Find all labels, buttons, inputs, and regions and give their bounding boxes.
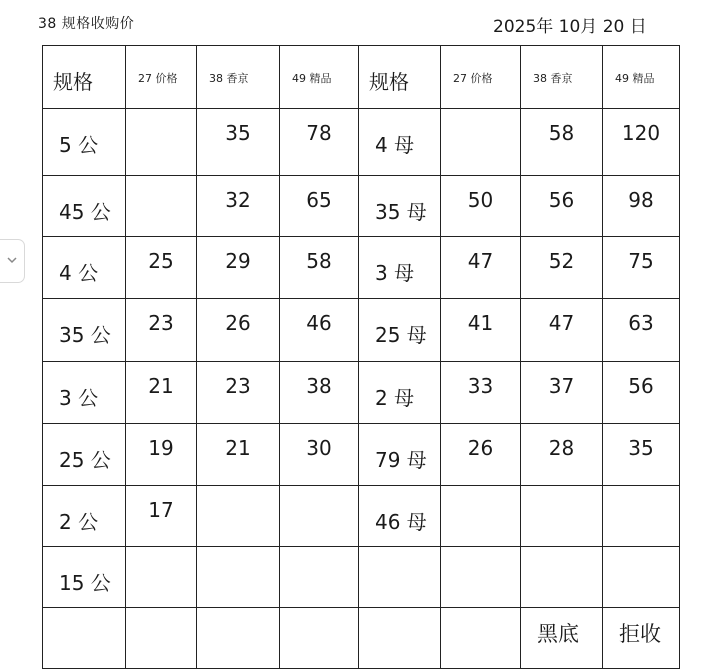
- header-label: 27 价格: [453, 72, 493, 85]
- table-cell: [441, 547, 521, 608]
- table-cell: [43, 547, 126, 608]
- header-cell: [521, 46, 603, 109]
- table-cell: [521, 547, 603, 608]
- price-table: [42, 45, 680, 669]
- price-value: 17: [148, 498, 174, 522]
- spec-label: 4 母: [375, 133, 415, 157]
- table-cell: [603, 486, 680, 547]
- table-cell: [197, 109, 280, 176]
- price-value: [603, 486, 679, 498]
- table-cell: [603, 424, 680, 486]
- table-cell: [441, 109, 521, 176]
- price-value: 35: [225, 121, 251, 145]
- spec-label: 35 母: [375, 200, 427, 224]
- table-cell: [521, 237, 603, 299]
- table-cell: [441, 237, 521, 299]
- header-cell: [197, 46, 280, 109]
- price-value: 30: [306, 436, 332, 460]
- table-cell: [521, 424, 603, 486]
- price-value: 58: [306, 249, 332, 273]
- table-cell: [126, 547, 197, 608]
- table-cell: [441, 362, 521, 424]
- price-value: [126, 547, 196, 559]
- price-value: 19: [148, 436, 174, 460]
- table-cell: [359, 424, 441, 486]
- price-value: 26: [467, 436, 494, 460]
- price-value: [521, 486, 602, 498]
- table-cell: [521, 486, 603, 547]
- header-cell: [43, 46, 126, 109]
- table-cell: [603, 109, 680, 176]
- price-value: 21: [225, 436, 251, 460]
- price-value: 黑底: [537, 622, 579, 646]
- price-value: 56: [628, 374, 654, 398]
- price-value: 拒收: [619, 622, 661, 646]
- price-value: 98: [628, 188, 654, 212]
- table-cell: [43, 424, 126, 486]
- table-cell: [521, 608, 603, 669]
- table-row: [43, 486, 680, 547]
- spec-label: 25 母: [375, 323, 427, 347]
- table-row: [43, 547, 680, 608]
- spec-label: 15 公: [59, 571, 111, 595]
- table-cell: [603, 362, 680, 424]
- table-row: [43, 176, 680, 237]
- table-cell: [197, 176, 280, 237]
- table-cell: [359, 299, 441, 362]
- header-label: 49 精品: [615, 72, 655, 85]
- table-cell: [197, 547, 280, 608]
- table-cell: [280, 486, 359, 547]
- table-cell: [280, 109, 359, 176]
- table-cell: [441, 608, 521, 669]
- table-cell: [441, 424, 521, 486]
- spec-label: 4 公: [59, 261, 99, 285]
- price-value: 46: [306, 311, 332, 335]
- spec-label: 46 母: [375, 510, 427, 534]
- header-label: 38 香京: [209, 72, 249, 85]
- table-cell: [521, 109, 603, 176]
- price-value: [441, 486, 520, 498]
- price-value: 63: [628, 311, 654, 335]
- table-cell: [197, 362, 280, 424]
- price-value: 35: [628, 436, 654, 460]
- price-value: 47: [548, 311, 575, 335]
- table-cell: [280, 547, 359, 608]
- price-value: 41: [467, 311, 494, 335]
- table-cell: [43, 299, 126, 362]
- header-cell: [441, 46, 521, 109]
- price-value: 78: [306, 121, 332, 145]
- table-row: [43, 608, 680, 669]
- spec-label: 45 公: [59, 200, 111, 224]
- price-value: [126, 109, 196, 121]
- price-value: 28: [548, 436, 575, 460]
- spec-label: 2 公: [59, 510, 99, 534]
- table-cell: [603, 176, 680, 237]
- spec-label: 2 母: [375, 386, 415, 410]
- table-cell: [126, 299, 197, 362]
- price-value: 29: [225, 249, 251, 273]
- spec-label: 3 公: [59, 386, 99, 410]
- price-value: [441, 547, 520, 559]
- table-cell: [43, 176, 126, 237]
- spec-label: 3 母: [375, 261, 415, 285]
- spec-label: 5 公: [59, 133, 99, 157]
- price-value: 37: [548, 374, 575, 398]
- spec-label: 79 母: [375, 448, 427, 472]
- table-row: [43, 109, 680, 176]
- price-value: 56: [548, 188, 575, 212]
- table-cell: [603, 608, 680, 669]
- header-label: 27 价格: [138, 72, 178, 85]
- table-cell: [197, 424, 280, 486]
- table-cell: [126, 486, 197, 547]
- table-row: [43, 237, 680, 299]
- price-value: 75: [628, 249, 654, 273]
- header-cell: [603, 46, 680, 109]
- price-value: 65: [306, 188, 332, 212]
- table-cell: [280, 237, 359, 299]
- price-value: 26: [225, 311, 251, 335]
- table-cell: [43, 362, 126, 424]
- price-value: 120: [621, 121, 661, 145]
- table-cell: [126, 176, 197, 237]
- table-cell: [280, 362, 359, 424]
- chevron-down-icon: [5, 252, 19, 271]
- table-cell: [359, 176, 441, 237]
- table-cell: [603, 299, 680, 362]
- table-cell: [441, 176, 521, 237]
- price-value: [126, 176, 196, 188]
- price-value: 33: [467, 374, 494, 398]
- table-row: [43, 299, 680, 362]
- table-cell: [197, 299, 280, 362]
- header-cell: [359, 46, 441, 109]
- table-cell: [359, 486, 441, 547]
- table-row: [43, 362, 680, 424]
- table-cell: [126, 237, 197, 299]
- table-cell: [359, 362, 441, 424]
- price-value: 21: [148, 374, 174, 398]
- spec-label: [359, 608, 440, 628]
- price-value: [280, 486, 358, 498]
- table-cell: [441, 299, 521, 362]
- table-row: [43, 424, 680, 486]
- price-value: 25: [148, 249, 174, 273]
- spec-label: [359, 547, 440, 567]
- table-cell: [521, 362, 603, 424]
- header-cell: [126, 46, 197, 109]
- table-cell: [280, 424, 359, 486]
- table-cell: [359, 237, 441, 299]
- price-value: [197, 608, 279, 620]
- table-cell: [280, 299, 359, 362]
- price-value: [197, 547, 279, 559]
- table-cell: [197, 608, 280, 669]
- table-cell: [359, 608, 441, 669]
- table-cell: [521, 176, 603, 237]
- header-label: 规格: [369, 70, 409, 94]
- table-cell: [603, 547, 680, 608]
- table-cell: [603, 237, 680, 299]
- table-cell: [43, 608, 126, 669]
- price-value: 47: [467, 249, 494, 273]
- table-header-row: [43, 46, 680, 109]
- header-label: 规格: [53, 70, 93, 94]
- price-value: [126, 608, 196, 620]
- document-date: 2025年 10月 20 日: [493, 17, 647, 37]
- table-cell: [43, 486, 126, 547]
- header-label: 49 精品: [292, 72, 332, 85]
- price-value: [280, 547, 358, 559]
- price-value: 58: [548, 121, 575, 145]
- table-cell: [197, 237, 280, 299]
- price-value: 23: [148, 311, 174, 335]
- price-value: 32: [225, 188, 251, 212]
- spec-label: 25 公: [59, 448, 111, 472]
- price-value: 50: [467, 188, 494, 212]
- table-cell: [197, 486, 280, 547]
- collapse-tab[interactable]: [0, 239, 25, 283]
- price-value: 23: [225, 374, 251, 398]
- price-value: [521, 547, 602, 559]
- header-cell: [280, 46, 359, 109]
- table-cell: [126, 608, 197, 669]
- table-cell: [43, 109, 126, 176]
- header-label: 38 香京: [533, 72, 573, 85]
- table-cell: [126, 362, 197, 424]
- price-value: [280, 608, 358, 620]
- document-title: 38 规格收购价: [38, 16, 135, 32]
- table-cell: [280, 176, 359, 237]
- table-cell: [441, 486, 521, 547]
- price-value: 52: [548, 249, 575, 273]
- price-value: 38: [306, 374, 332, 398]
- spec-label: 35 公: [59, 323, 111, 347]
- table-cell: [359, 109, 441, 176]
- spec-label: [43, 608, 125, 628]
- price-value: [441, 109, 520, 121]
- price-value: [603, 547, 679, 559]
- table-cell: [43, 237, 126, 299]
- table-cell: [280, 608, 359, 669]
- price-value: [197, 486, 279, 498]
- table-cell: [359, 547, 441, 608]
- table-cell: [126, 109, 197, 176]
- table-cell: [521, 299, 603, 362]
- price-value: [441, 608, 520, 620]
- table-cell: [126, 424, 197, 486]
